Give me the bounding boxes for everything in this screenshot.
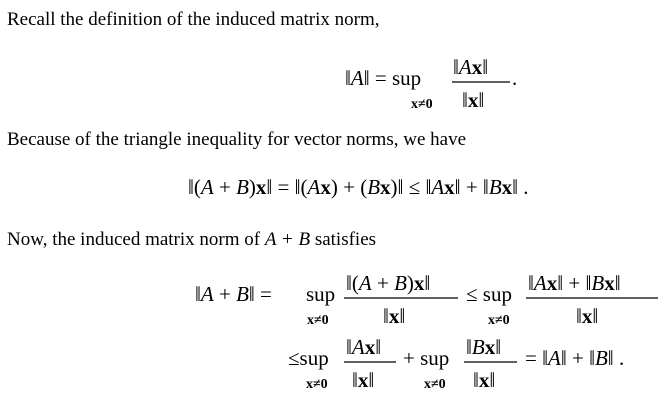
eq1-lhs: ‖A‖ = sup bbox=[345, 66, 422, 90]
eq3-le-sup: ≤ sup bbox=[466, 282, 512, 306]
eq4-rhs: = ‖A‖ + ‖B‖ . bbox=[525, 346, 625, 370]
eq1-denominator: ‖x‖ bbox=[462, 88, 485, 112]
eq4-plus-sup: + sup bbox=[403, 346, 450, 370]
paragraph-now bbox=[7, 229, 376, 251]
eq2-text: ‖(A + B)x‖ = ‖(Ax) + (Bx)‖ ≤ ‖Ax‖ + ‖Bx‖ . bbox=[188, 175, 529, 199]
equation-induced-norm bbox=[0, 50, 672, 112]
eq3-lhs: ‖A + B‖ = bbox=[195, 282, 272, 306]
eq3-frac1-numerator: ‖(A + B)x‖ bbox=[346, 271, 431, 295]
eq3-frac2-denominator: ‖x‖ bbox=[576, 304, 599, 328]
eq4-frac1-numerator: ‖Ax‖ bbox=[346, 335, 382, 359]
equation-sum-norm-line1 bbox=[0, 266, 672, 328]
eq4-frac1-denominator: ‖x‖ bbox=[352, 368, 375, 392]
paragraph-now-math: A + B bbox=[264, 229, 311, 250]
equation-sum-norm-line2 bbox=[0, 330, 672, 396]
paragraph-now-suffix: satisfies bbox=[310, 229, 377, 250]
eq3-subscript: x≠0 bbox=[307, 313, 329, 328]
eq1-numerator: ‖Ax‖ bbox=[453, 55, 489, 79]
eq3-subscript2: x≠0 bbox=[488, 313, 510, 328]
equation-triangle-inequality bbox=[0, 170, 672, 202]
paragraph-recall bbox=[7, 9, 380, 31]
eq3-frac1-denominator: ‖x‖ bbox=[383, 304, 406, 328]
eq4-subscript: x≠0 bbox=[306, 377, 328, 392]
paragraph-triangle bbox=[7, 129, 466, 151]
paragraph-triangle-text: Because of the triangle inequality for vector norms, we have bbox=[7, 129, 466, 150]
eq1-subscript: x≠0 bbox=[411, 97, 433, 112]
paragraph-now-prefix: Now, the induced matrix norm of bbox=[7, 229, 265, 250]
eq4-le-sup: ≤sup bbox=[288, 346, 329, 370]
eq4-subscript2: x≠0 bbox=[424, 377, 446, 392]
paragraph-recall-text: Recall the definition of the induced matrix norm, bbox=[7, 9, 380, 30]
eq4-frac2-denominator: ‖x‖ bbox=[473, 368, 496, 392]
eq4-frac2-numerator: ‖Bx‖ bbox=[466, 335, 502, 359]
eq3-frac2-numerator: ‖Ax‖ + ‖Bx‖ bbox=[528, 271, 621, 295]
eq3-sup: sup bbox=[306, 282, 336, 306]
eq1-period: . bbox=[512, 66, 518, 90]
